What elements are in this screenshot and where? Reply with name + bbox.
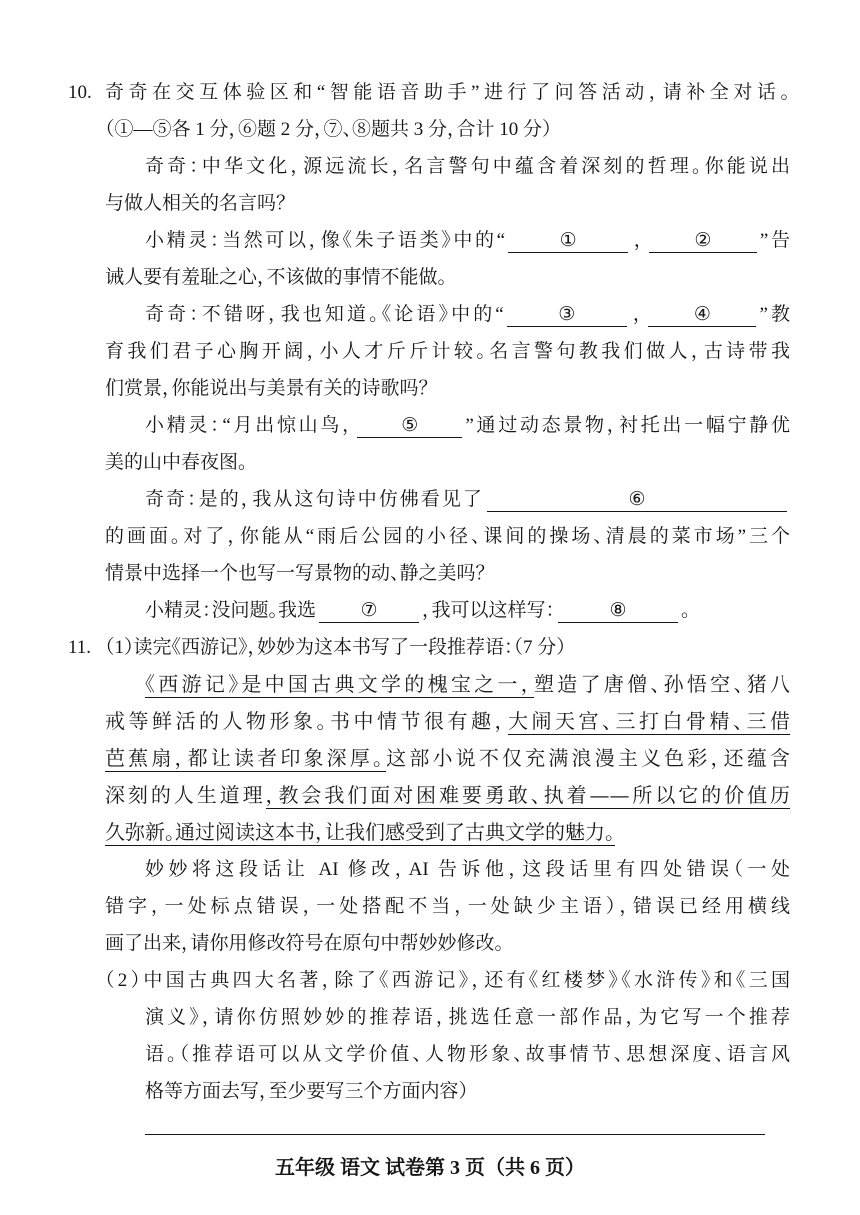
prompt-text: （2）中国古典四大名著，除了《西游记》，还有《红楼梦》《水浒传》和《三国 <box>105 970 790 991</box>
dialogue-xiaojingling-1 <box>105 222 790 259</box>
q10-stem-line <box>68 74 790 111</box>
passage-line <box>105 777 790 814</box>
q11-part2-prompt <box>105 999 790 1036</box>
prompt-text: 演义》，请你仿照妙妙的推荐语，挑选任意一部作品，为它写一个推荐 <box>145 1007 790 1028</box>
instruction-text: 错字，一处标点错误，一处搭配不当，一处缺少主语），错误已经用横线 <box>105 896 790 917</box>
dialogue-xiaojingling-1-cont <box>105 259 790 296</box>
answer-writing-line <box>145 1134 765 1135</box>
dialogue-xiaojingling-2-cont <box>105 444 790 481</box>
dialogue-text: ，我可以这样写： <box>422 600 556 621</box>
dialogue-text: ”教 <box>759 304 790 325</box>
underlined-segment: 《西游记》是中国古典文学的槐宝之一， <box>145 672 534 696</box>
dialogue-xiaojingling-2 <box>105 407 790 444</box>
q11-part1-instruction <box>105 925 790 962</box>
blank-4: ④ <box>648 304 756 327</box>
question-number: 10. <box>68 82 92 103</box>
blank-1: ① <box>508 230 628 253</box>
q11-part1-instruction <box>105 888 790 925</box>
dialogue-text: 小精灵：没问题。我选 <box>145 600 317 621</box>
q11-part1-prompt-line <box>68 629 790 666</box>
q11-part2-prompt <box>105 1073 790 1110</box>
passage-line <box>105 666 790 703</box>
recommendation-passage <box>105 666 790 851</box>
q10-stem: 奇奇在交互体验区和“智能语音助手”进行了问答活动，请补全对话。 <box>105 82 790 103</box>
dialogue-qiqi-3-cont <box>105 555 790 592</box>
dialogue-text: ”通过动态景物，衬托出一幅宁静优 <box>465 415 791 436</box>
dialogue-text: 奇奇：是的，我从这句诗中仿佛看见了 <box>145 489 484 510</box>
instruction-text: 画了出来，请你用修改符号在原句中帮妙妙修改。 <box>105 933 505 954</box>
dialogue-qiqi-3-cont <box>105 518 790 555</box>
blank-3: ③ <box>507 304 627 327</box>
page-content <box>68 74 791 1110</box>
instruction-text: 妙妙将这段话让 AI 修改，AI 告诉他，这段话里有四处错误（一处 <box>145 859 790 880</box>
dialogue-text: 奇奇：中华文化，源远流长，名言警句中蕴含着深刻的哲理。你能说出 <box>145 156 790 177</box>
dialogue-text: 美的山中春夜图。 <box>105 452 248 473</box>
dialogue-xiaojingling-3 <box>105 592 790 629</box>
q11-part2-prompt <box>105 962 790 999</box>
passage-text: 戒等鲜活的人物形象。书中情节很有趣， <box>105 709 508 733</box>
dialogue-qiqi-1 <box>105 148 790 185</box>
passage-line <box>105 703 790 740</box>
question-11 <box>68 629 791 1110</box>
dialogue-text: 小精灵：当然可以，像《朱子语类》中的“ <box>145 230 506 251</box>
q11-part2-prompt <box>105 1036 790 1073</box>
dialogue-text: ， <box>631 230 646 251</box>
dialogue-text: 情景中选择一个也写一写景物的动、静之美吗？ <box>105 563 486 584</box>
passage-text: 这部小说不仅充满浪漫主义色彩，还蕴含 <box>386 746 791 770</box>
dialogue-text: ， <box>629 304 646 325</box>
question-10 <box>68 74 791 629</box>
dialogue-text: 与做人相关的名言吗？ <box>105 193 286 214</box>
dialogue-qiqi-2 <box>105 296 790 333</box>
underlined-segment: 大闹天宫、三打白骨精、三借 <box>508 709 790 733</box>
dialogue-text: 奇奇：不错呀，我也知道。《论语》中的“ <box>145 304 504 325</box>
question-number: 11. <box>68 637 92 658</box>
underlined-segment: 久弥新。 <box>105 820 175 844</box>
passage-line <box>105 814 790 851</box>
prompt-text: 格等方面去写，至少要写三个方面内容） <box>145 1081 469 1102</box>
dialogue-text: 的画面。对了，你能从“雨后公园的小径、课间的操场、清晨的菜市场”三个 <box>105 526 790 547</box>
dialogue-qiqi-3 <box>105 481 790 518</box>
blank-7: ⑦ <box>319 600 419 623</box>
dialogue-qiqi-1-cont <box>105 185 790 222</box>
blank-8: ⑧ <box>558 600 678 623</box>
blank-6: ⑥ <box>487 489 787 512</box>
q11-part1-prompt: （1）读完《西游记》，妙妙为这本书写了一段推荐语：（7 分） <box>105 637 566 658</box>
q10-scoring-note: （①—⑤各 1 分，⑥题 2 分，⑦、⑧题共 3 分，合计 10 分） <box>105 119 552 140</box>
passage-text: 塑造了唐僧、孙悟空、猪八 <box>533 672 791 696</box>
blank-2: ② <box>649 230 757 253</box>
q11-part1-instruction <box>105 851 790 888</box>
underlined-segment: 通过阅读这本书，让我们感受到了古典文学的魅力。 <box>175 820 615 844</box>
q10-scoring-line <box>105 111 790 148</box>
passage-text: 深刻的人生道理 <box>105 783 266 807</box>
dialogue-text: 诫人要有羞耻之心，不该做的事情不能做。 <box>105 267 448 288</box>
prompt-text: 语。（推荐语可以从文学价值、人物形象、故事情节、思想深度、语言风 <box>145 1044 790 1065</box>
underlined-segment: ，教会我们面对困难要勇敢、执着——所以它的价值历 <box>265 783 791 807</box>
dialogue-text: 育我们君子心胸开阔，小人才斤斤计较。名言警句教我们做人，古诗带我 <box>105 341 790 362</box>
dialogue-text: ”告 <box>759 230 790 251</box>
dialogue-text: 们赏景，你能说出与美景有关的诗歌吗？ <box>105 378 429 399</box>
underlined-segment: 芭蕉扇，都让读者印象深厚。 <box>105 746 387 770</box>
blank-5: ⑤ <box>357 415 462 438</box>
dialogue-qiqi-2-cont <box>105 370 790 407</box>
dialogue-text: 。 <box>681 600 691 621</box>
page-footer: 五年级 语文 试卷第 3 页（共 6 页） <box>275 1157 585 1179</box>
passage-line <box>105 740 790 777</box>
dialogue-qiqi-2-cont <box>105 333 790 370</box>
dialogue-text: 小精灵：“月出惊山鸟， <box>145 415 355 436</box>
